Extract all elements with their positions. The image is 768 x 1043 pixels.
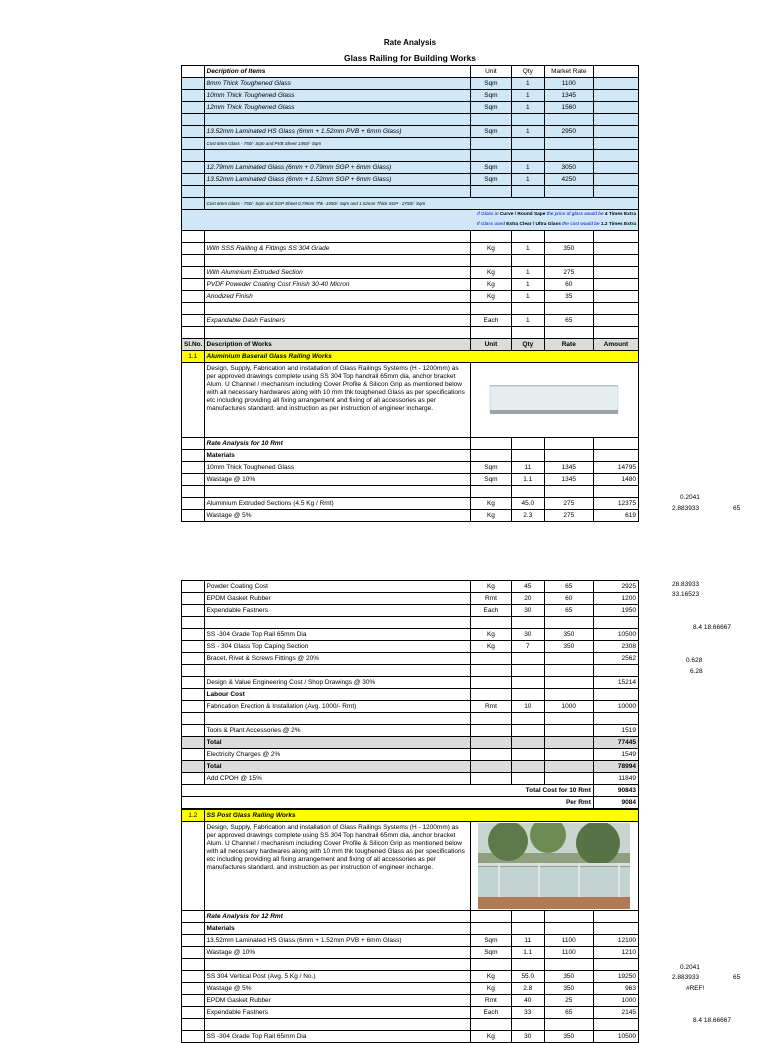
cell-rate: 350 [544,983,593,995]
item-title: SS Post Glass Railing Works [204,810,638,822]
table-row [182,713,639,725]
side-value: 0.628 [686,657,703,664]
table-row [182,773,639,785]
table-row [182,749,639,761]
cell-desc: Anodized Finish [204,291,470,303]
side-value: 65 [733,505,741,512]
cell-desc: SS -304 Grade Top Rail 65mm Dia [204,1031,470,1043]
glass-notes: If Glass in Curve / Round Sape the price of glass would be 4 Times Extra If Glass used Extra Clear / Ultra Glass the cost would be 1.2 Times Extra [182,210,639,231]
side-value: 2.883933 [672,505,700,512]
cell-rate: 350 [544,629,593,641]
cell-desc: 10mm Thick Toughened Glass [204,462,470,474]
side-value: 65 [733,974,741,981]
cell-unit: Kg [470,1031,511,1043]
item-description: Design, Supply, Fabrication and installation of Glass Railings Systems (H - 1200mm) as per approved drawings complete using SS 304 Top handrail 65mm dia, anchor bracket Alum. U Channel / mechanism including Cover Profile & Silicon Grip as mentioned below with all necessary hardwares along with 10 mm thk toughened Glass as per specifications etc including providing all fixing arrangement and fixing of all accessories as per manufactures standard, and instruction as per instruction of engineer incharge. [204,363,470,438]
cell-qty: 1 [511,78,544,90]
cell-desc: Total Cost for 10 Rmt [182,785,594,797]
cell-unit: Sqm [470,90,511,102]
cost-table-continued [181,580,639,821]
table-row [182,641,639,653]
cell-amount: 2562 [593,653,638,665]
table-row [182,90,639,102]
cell-desc: 12mm Thick Toughened Glass [204,102,470,114]
cell-qty: 2.8 [511,983,544,995]
cell-unit: Kg [470,243,511,255]
table-row [182,474,639,486]
total-row [182,761,639,773]
cell-qty: 20 [511,593,544,605]
table-row [182,665,639,677]
cell-unit: Sqm [470,947,511,959]
cell-desc: SS - 304 Glass Top Caping Section [204,641,470,653]
cell-unit: Rmt [470,593,511,605]
side-value: 8.4 18.66667 [693,624,731,631]
cell-desc: Expendable Fastners [204,605,470,617]
cell-desc: EPDM Gasket Rubber [204,995,470,1007]
market-rate-table [181,65,639,522]
cell-qty: 11 [511,935,544,947]
table-row [182,725,639,737]
table-row [182,186,639,198]
side-value: #REF! [686,985,705,992]
item-description-row [182,822,639,911]
cell-qty: 10 [511,701,544,713]
cell-desc: Wastage @ 5% [204,983,470,995]
cell-amount: 1480 [593,474,638,486]
cell-unit: Each [470,1007,511,1019]
cell-amount: 19250 [593,971,638,983]
cell-qty: 1 [511,243,544,255]
table-row [182,438,639,450]
cell-qty: 1 [511,90,544,102]
cell-amount: 9084 [593,797,638,809]
col-header-rate: Rate [544,339,593,351]
cell-rate: 275 [544,267,593,279]
table-row [182,1031,639,1043]
table-row [182,66,639,78]
cell-qty: 2.3 [511,510,544,522]
cell-desc: Expendable Fastners [204,1007,470,1019]
cell-amount: 90843 [593,785,638,797]
side-value: 0.2041 [680,494,700,501]
table-row [182,462,639,474]
cell-amount: 1950 [593,605,638,617]
cell-unit: Kg [470,629,511,641]
cell-amount: 2770 [593,809,638,821]
cell-amount: 2308 [593,641,638,653]
table-row [182,653,639,665]
cell-desc: Electricity Charges @ 2% [204,749,470,761]
table-row [182,198,639,210]
cell-amount: 12100 [593,935,638,947]
cell-desc: 10mm Thick Toughened Glass [204,90,470,102]
item-number: 1.2 [182,810,205,822]
table-row [182,327,639,339]
cell-qty: 1 [511,267,544,279]
side-value: 8.4 18.66667 [693,1017,731,1024]
side-value: 6.28 [690,668,703,675]
cell-qty: 55.0 [511,971,544,983]
rate-analysis-label: Rate Analysis for 12 Rmt [204,911,470,923]
table-row [182,510,639,522]
cell-rate: 350 [544,641,593,653]
cell-desc: Tools & Plant Accessories @ 2% [204,725,470,737]
total-cost-row [182,785,639,797]
cell-qty: 11 [511,462,544,474]
cell-unit: Sqm [470,474,511,486]
table-row [182,581,639,593]
cell-desc: 8mm Thick Toughened Glass [204,78,470,90]
cell-unit: Sqm [470,126,511,138]
cell-qty: 1 [511,162,544,174]
cell-amount: 14795 [593,462,638,474]
table-row [182,971,639,983]
table-row [182,126,639,138]
cell-rate: 1345 [544,90,593,102]
glass-rail-image [484,380,624,420]
cost-note: Cost 6mm Glass - 750/- Sqm and PVB Sheet 1450/- Sqm [204,138,470,150]
cell-unit: Each [470,315,511,327]
cell-qty: 30 [511,629,544,641]
cell-unit: Sqm [470,935,511,947]
cell-rate: 25 [544,995,593,1007]
cell-rate: 1100 [544,935,593,947]
cell-qty: 30 [511,605,544,617]
total-row [182,737,639,749]
side-value: 0.2041 [680,964,700,971]
cell-desc: EPDM Gasket Rubber [204,593,470,605]
cell-qty: 1 [511,315,544,327]
cell-rate: 350 [544,971,593,983]
cell-amount: 12375 [593,498,638,510]
side-value: 2.883933 [672,974,700,981]
cell-qty: 33 [511,1007,544,1019]
cell-amount: 1210 [593,947,638,959]
cell-desc: Fabrication Erection & Installation (Avg. 1000/- Rmt) [204,701,470,713]
col-header-qty: Qty [511,339,544,351]
cell-amount: 10000 [593,701,638,713]
cell-amount: 2925 [593,581,638,593]
cell-unit: Rmt [470,995,511,1007]
cell-rate: 350 [544,1031,593,1043]
cell-amount: 10500 [593,629,638,641]
cell-rate: 1100 [544,947,593,959]
cell-amount: 78994 [593,761,638,773]
cell-unit: Kg [470,510,511,522]
table-row [182,617,639,629]
item-title-row [182,810,639,822]
cell-desc: With Aluminium Extruded Section [204,267,470,279]
cell-rate: 65 [544,1007,593,1019]
table-row [182,677,639,689]
table-row [182,593,639,605]
materials-label: Materials [204,450,470,462]
works-header-row [182,339,639,351]
table-row [182,291,639,303]
cell-rate: 1100 [544,78,593,90]
table-row [182,450,639,462]
col-header-sl: Sl.No. [182,339,205,351]
cell-unit: Rmt [470,701,511,713]
cell-desc: 13.52mm Laminated HS Glass (6mm + 1.52mm PVB + 6mm Glass) [204,126,470,138]
cell-rate: 350 [544,243,593,255]
cell-desc: Wastage @ 10% [204,474,470,486]
cell-amount: 619 [593,510,638,522]
item-description: Design, Supply, Fabrication and installation of Glass Railings Systems (H - 1200mm) as per approved drawings complete using SS 304 Top handrail 65mm dia, anchor bracket Alum. U Channel / mechanism including Cover Profile & Silicon Grip as mentioned below with all necessary hardwares along with 10 mm thk toughened Glass as per specifications etc including providing all fixing arrangement and fixing of all accessories as per manufactures standard, and instruction as per instruction of engineer incharge. [204,822,470,911]
cell-desc: Expandable Dash Fastners [204,315,470,327]
cell-rate: 65 [544,605,593,617]
per-rmt-row [182,797,639,809]
col-header-amount: Amount [593,339,638,351]
cell-unit: Kg [470,291,511,303]
cell-rate: 2950 [544,126,593,138]
cell-unit: Kg [470,498,511,510]
cell-qty: 1.1 [511,947,544,959]
cell-qty: 1 [511,174,544,186]
cost-note: Cost 6mm Glass - 750/- Sqm and SGP Sheet 0.79mm Thk -1550/- Sqm and 1.52mm Thick SGP - 2750/- Sqm [204,198,638,210]
cell-unit: Sqm [470,174,511,186]
cell-desc: SS -304 Grade Top Rail 65mm Dia [204,629,470,641]
cell-rate: 275 [544,498,593,510]
cell-amount: 1000 [593,995,638,1007]
cell-qty: 40 [511,995,544,1007]
table-row [182,243,639,255]
table-row [182,303,639,315]
table-row [182,629,639,641]
cell-desc: Per Rmt [182,797,594,809]
cell-desc: Design & Value Engineering Cost / Shop Drawings @ 30% [204,677,470,689]
cell-desc: 13.52mm Laminated Glass (6mm + 1.52mm SGP + 6mm Glass) [204,174,470,186]
page-title: Rate Analysis [383,38,437,47]
cell-qty: 45 [511,581,544,593]
cell-unit: Each [470,605,511,617]
item-number: 1.1 [182,351,205,363]
cell-qty: 1 [511,279,544,291]
cell-desc: SS 304 Vertical Post (Avg. 5 Kg / No.) [204,971,470,983]
cell-unit: Kg [470,267,511,279]
cell-amount: 77445 [593,737,638,749]
item-description-row [182,363,639,438]
cell-qty: 1.1 [511,474,544,486]
cell-rate: 65 [544,315,593,327]
cell-rate: 1560 [544,102,593,114]
table-row [182,959,639,971]
side-value: 28.83933 [672,581,700,588]
labour-cost-label: Labour Cost [204,689,470,701]
cell-rate: 275 [544,510,593,522]
cell-desc: 12.79mm Laminated Glass (6mm + 0.79mm SGP + 6mm Glass) [204,162,470,174]
table-row [182,150,639,162]
side-value: 33.16523 [672,591,700,598]
cell-desc: Add CPOH @ 15% [204,773,470,785]
table-row [182,498,639,510]
cell-desc: Wastage @ 10% [204,947,470,959]
table-row [182,255,639,267]
cell-unit: Sqm [470,78,511,90]
cell-amount: 1519 [593,725,638,737]
cell-rate: 35 [544,291,593,303]
cell-unit: Kg [470,971,511,983]
col-header-unit: Unit [470,66,511,78]
table-row [182,279,639,291]
table-row [182,231,639,243]
cell-rate: 60 [544,593,593,605]
cell-amount: 2145 [593,1007,638,1019]
cell-amount: 1549 [593,749,638,761]
cell-desc: Powder Coating Cost [204,581,470,593]
cell-qty: 7 [511,641,544,653]
cell-amount: 963 [593,983,638,995]
cell-rate: 65 [544,581,593,593]
table-row [182,102,639,114]
cell-unit: Kg [470,279,511,291]
cell-desc: Total [204,761,470,773]
cell-rate: 3050 [544,162,593,174]
col-header-market-rate: Market Rate [544,66,593,78]
cell-amount: 10500 [593,1031,638,1043]
cell-unit: Kg [470,581,511,593]
cell-desc: Bracet, Rivet & Screws Fittings @ 20% [204,653,470,665]
table-row [182,1007,639,1019]
table-row [182,138,639,150]
cell-amount: 1200 [593,593,638,605]
table-row [182,267,639,279]
cell-unit: Kg [470,983,511,995]
cell-rate: 1000 [544,701,593,713]
ss-post-railing-photo [478,823,630,909]
cell-qty: 1 [511,102,544,114]
table-row [182,1019,639,1031]
cell-desc: Per Rft [182,809,594,821]
cell-amount: 11849 [593,773,638,785]
table-row [182,689,639,701]
materials-label: Materials [204,923,470,935]
col-header-unit: Unit [470,339,511,351]
table-row [182,935,639,947]
cell-desc: With SSS Railling & Fittings SS 304 Grade [204,243,470,255]
cell-rate: 60 [544,279,593,291]
cell-rate: 1345 [544,462,593,474]
table-row [182,911,639,923]
item-title: Aluminium Baserail Glass Railing Works [204,351,638,363]
table-row [182,162,639,174]
table-row [182,923,639,935]
item-2-table [181,809,639,1043]
cell-unit: Sqm [470,102,511,114]
table-row [182,78,639,90]
railing-photo [470,822,638,911]
cell-unit: Sqm [470,462,511,474]
table-row [182,605,639,617]
cell-qty: 45.0 [511,498,544,510]
col-header-description: Description of Works [204,339,470,351]
rate-analysis-label: Rate Analysis for 10 Rmt [204,438,470,450]
table-row [182,947,639,959]
cell-qty: 1 [511,291,544,303]
table-row [182,486,639,498]
cell-rate: 4250 [544,174,593,186]
table-row [182,210,639,231]
cell-unit: Sqm [470,162,511,174]
item-title-row [182,351,639,363]
table-row [182,315,639,327]
cell-desc: Total [204,737,470,749]
cell-unit: Kg [470,641,511,653]
cell-rate: 1345 [544,474,593,486]
cell-desc: 13.52mm Laminated HS Glass (6mm + 1.52mm PVB + 6mm Glass) [204,935,470,947]
cell-qty: 1 [511,126,544,138]
col-header-qty: Qty [511,66,544,78]
cell-desc: Aluminium Extruded Sections (4.5 Kg / Rmt) [204,498,470,510]
table-row [182,701,639,713]
cell-qty: 30 [511,1031,544,1043]
table-row [182,995,639,1007]
railing-image [470,363,638,438]
cell-desc: PVDF Poweder Coating Cost Finish 30-40 Micron [204,279,470,291]
col-header-description: Decription of Items [204,66,470,78]
table-row [182,174,639,186]
page-subtitle: Glass Railing for Building Works [343,53,477,63]
cell-amount: 15214 [593,677,638,689]
table-row [182,114,639,126]
table-row [182,983,639,995]
cell-desc: Wastage @ 5% [204,510,470,522]
